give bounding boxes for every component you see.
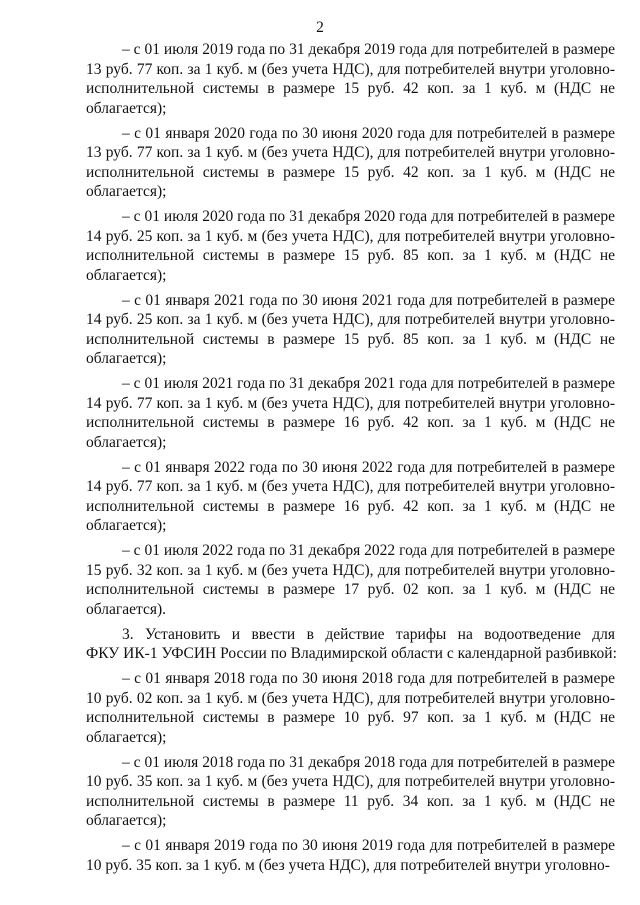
line-text: 13 руб. 77 коп. за 1 куб. м (без учета НДС), для потребителей внутри уголовно- [86,60,615,78]
page-number: 2 [316,19,324,36]
paragraph [86,625,615,664]
line-text: – с 01 января 2018 года по 30 июня 2018 года для потребителей в размере [122,670,615,687]
paragraph [86,374,615,452]
line-text: ФКУ ИК-1 УФСИН России по Владимирской области с календарной разбивкой: [86,645,617,662]
line-text: 14 руб. 25 коп. за 1 куб. м (без учета НДС), для потребителей внутри уголовно- [86,227,615,245]
paragraph-line [86,374,615,394]
line-text: 15 руб. 32 коп. за 1 куб. м (без учета НДС), для потребителей внутри уголовно- [86,561,615,579]
paragraph-line [86,330,615,350]
paragraph-line [86,413,615,433]
line-text: облагается); [86,433,167,451]
paragraph-line [86,124,615,144]
line-text: исполнительной системы в размере 15 руб. 42 коп. за 1 куб. м (НДС не [86,163,615,181]
line-text: 10 руб. 35 коп. за 1 куб. м (без учета НДС), для потребителей внутри уголовно- [86,856,610,874]
paragraph-line [86,246,615,266]
line-text: 14 руб. 77 коп. за 1 куб. м (без учета НДС), для потребителей внутри уголовно- [86,394,615,412]
line-text: – с 01 января 2019 года по 30 июня 2019 года для потребителей в размере [122,837,615,854]
line-text: 10 руб. 35 коп. за 1 куб. м (без учета НДС), для потребителей внутри уголовно- [86,773,615,790]
paragraph [86,669,615,747]
paragraph-line [86,349,615,369]
line-text: исполнительной системы в размере 17 руб. 02 коп. за 1 куб. м (НДС не [86,581,615,598]
paragraph-line [86,227,615,247]
paragraph-line [86,310,615,330]
line-text: исполнительной системы в размере 16 руб. 42 коп. за 1 куб. м (НДС не [86,414,615,431]
paragraph-line [86,458,615,478]
paragraph-line [86,60,615,80]
paragraph-line [86,792,615,812]
paragraph-line [86,689,615,709]
line-text: облагается); [86,517,167,534]
paragraph-line [86,772,615,792]
paragraph-line [86,580,615,600]
line-text: 14 руб. 77 коп. за 1 куб. м (без учета НДС), для потребителей внутри уголовно- [86,478,615,495]
line-text: 14 руб. 25 коп. за 1 куб. м (без учета НДС), для потребителей внутри уголовно- [86,311,615,328]
line-text: облагается); [86,812,167,829]
paragraph-line [86,40,615,60]
paragraph-line [86,99,615,119]
paragraph-line [86,143,615,163]
paragraph [86,836,615,875]
paragraph [86,291,615,369]
paragraph [86,124,615,202]
paragraph-line [86,182,615,202]
paragraph-line [86,600,615,620]
paragraph-line [86,644,615,664]
line-text: – с 01 июля 2021 года по 31 декабря 2021 года для потребителей в размере [122,375,615,392]
line-text: исполнительной системы в размере 15 руб. 42 коп. за 1 куб. м (НДС не [86,80,615,97]
line-text: облагается); [86,728,167,746]
paragraph [86,753,615,831]
line-text: исполнительной системы в размере 10 руб. 97 коп. за 1 куб. м (НДС не [86,709,615,726]
paragraph-line [86,836,615,856]
paragraph-line [86,497,615,517]
paragraph-line [86,856,615,876]
line-text: облагается); [86,350,167,367]
paragraph-line [86,291,615,311]
paragraph-line [86,207,615,227]
paragraph [86,458,615,536]
paragraph-line [86,394,615,414]
paragraph-line [86,541,615,561]
document-body [86,40,615,881]
paragraph-line [86,708,615,728]
line-text: облагается); [86,99,167,117]
paragraph-line [86,728,615,748]
line-text: исполнительной системы в размере 15 руб. 85 коп. за 1 куб. м (НДС не [86,330,615,348]
line-text: – с 01 января 2022 года по 30 июня 2022 года для потребителей в размере [122,458,615,476]
paragraph [86,40,615,118]
paragraph-line [86,516,615,536]
paragraph-line [86,753,615,773]
paragraph-line [86,625,615,645]
paragraph-line [86,163,615,183]
line-text: исполнительной системы в размере 15 руб. 85 коп. за 1 куб. м (НДС не [86,247,615,264]
line-text: облагается); [86,183,167,200]
line-text: 10 руб. 02 коп. за 1 куб. м (без учета НДС), для потребителей внутри уголовно- [86,689,615,707]
line-text: – с 01 июля 2022 года по 31 декабря 2022 года для потребителей в размере [122,542,615,559]
line-text: облагается); [86,266,167,284]
paragraph-line [86,79,615,99]
line-text: – с 01 июля 2020 года по 31 декабря 2020 года для потребителей в размере [122,208,615,225]
line-text: – с 01 июля 2018 года по 31 декабря 2018 года для потребителей в размере [122,753,615,771]
paragraph-line [86,266,615,286]
line-text: 3. Установить и ввести в действие тарифы на водоотведение для [122,625,615,643]
line-text: исполнительной системы в размере 11 руб. 34 коп. за 1 куб. м (НДС не [86,792,615,810]
line-text: – с 01 января 2020 года по 30 июня 2020 года для потребителей в размере [122,124,615,142]
paragraph-line [86,477,615,497]
line-text: – с 01 июля 2019 года по 31 декабря 2019 года для потребителей в размере [122,41,615,58]
line-text: – с 01 января 2021 года по 30 июня 2021 года для потребителей в размере [122,291,615,309]
paragraph-line [86,561,615,581]
paragraph-line [86,669,615,689]
paragraph [86,207,615,285]
line-text: 13 руб. 77 коп. за 1 куб. м (без учета НДС), для потребителей внутри уголовно- [86,144,615,161]
paragraph [86,541,615,619]
line-text: исполнительной системы в размере 16 руб. 42 коп. за 1 куб. м (НДС не [86,497,615,515]
paragraph-line [86,433,615,453]
paragraph-line [86,811,615,831]
line-text: облагается). [86,600,166,618]
